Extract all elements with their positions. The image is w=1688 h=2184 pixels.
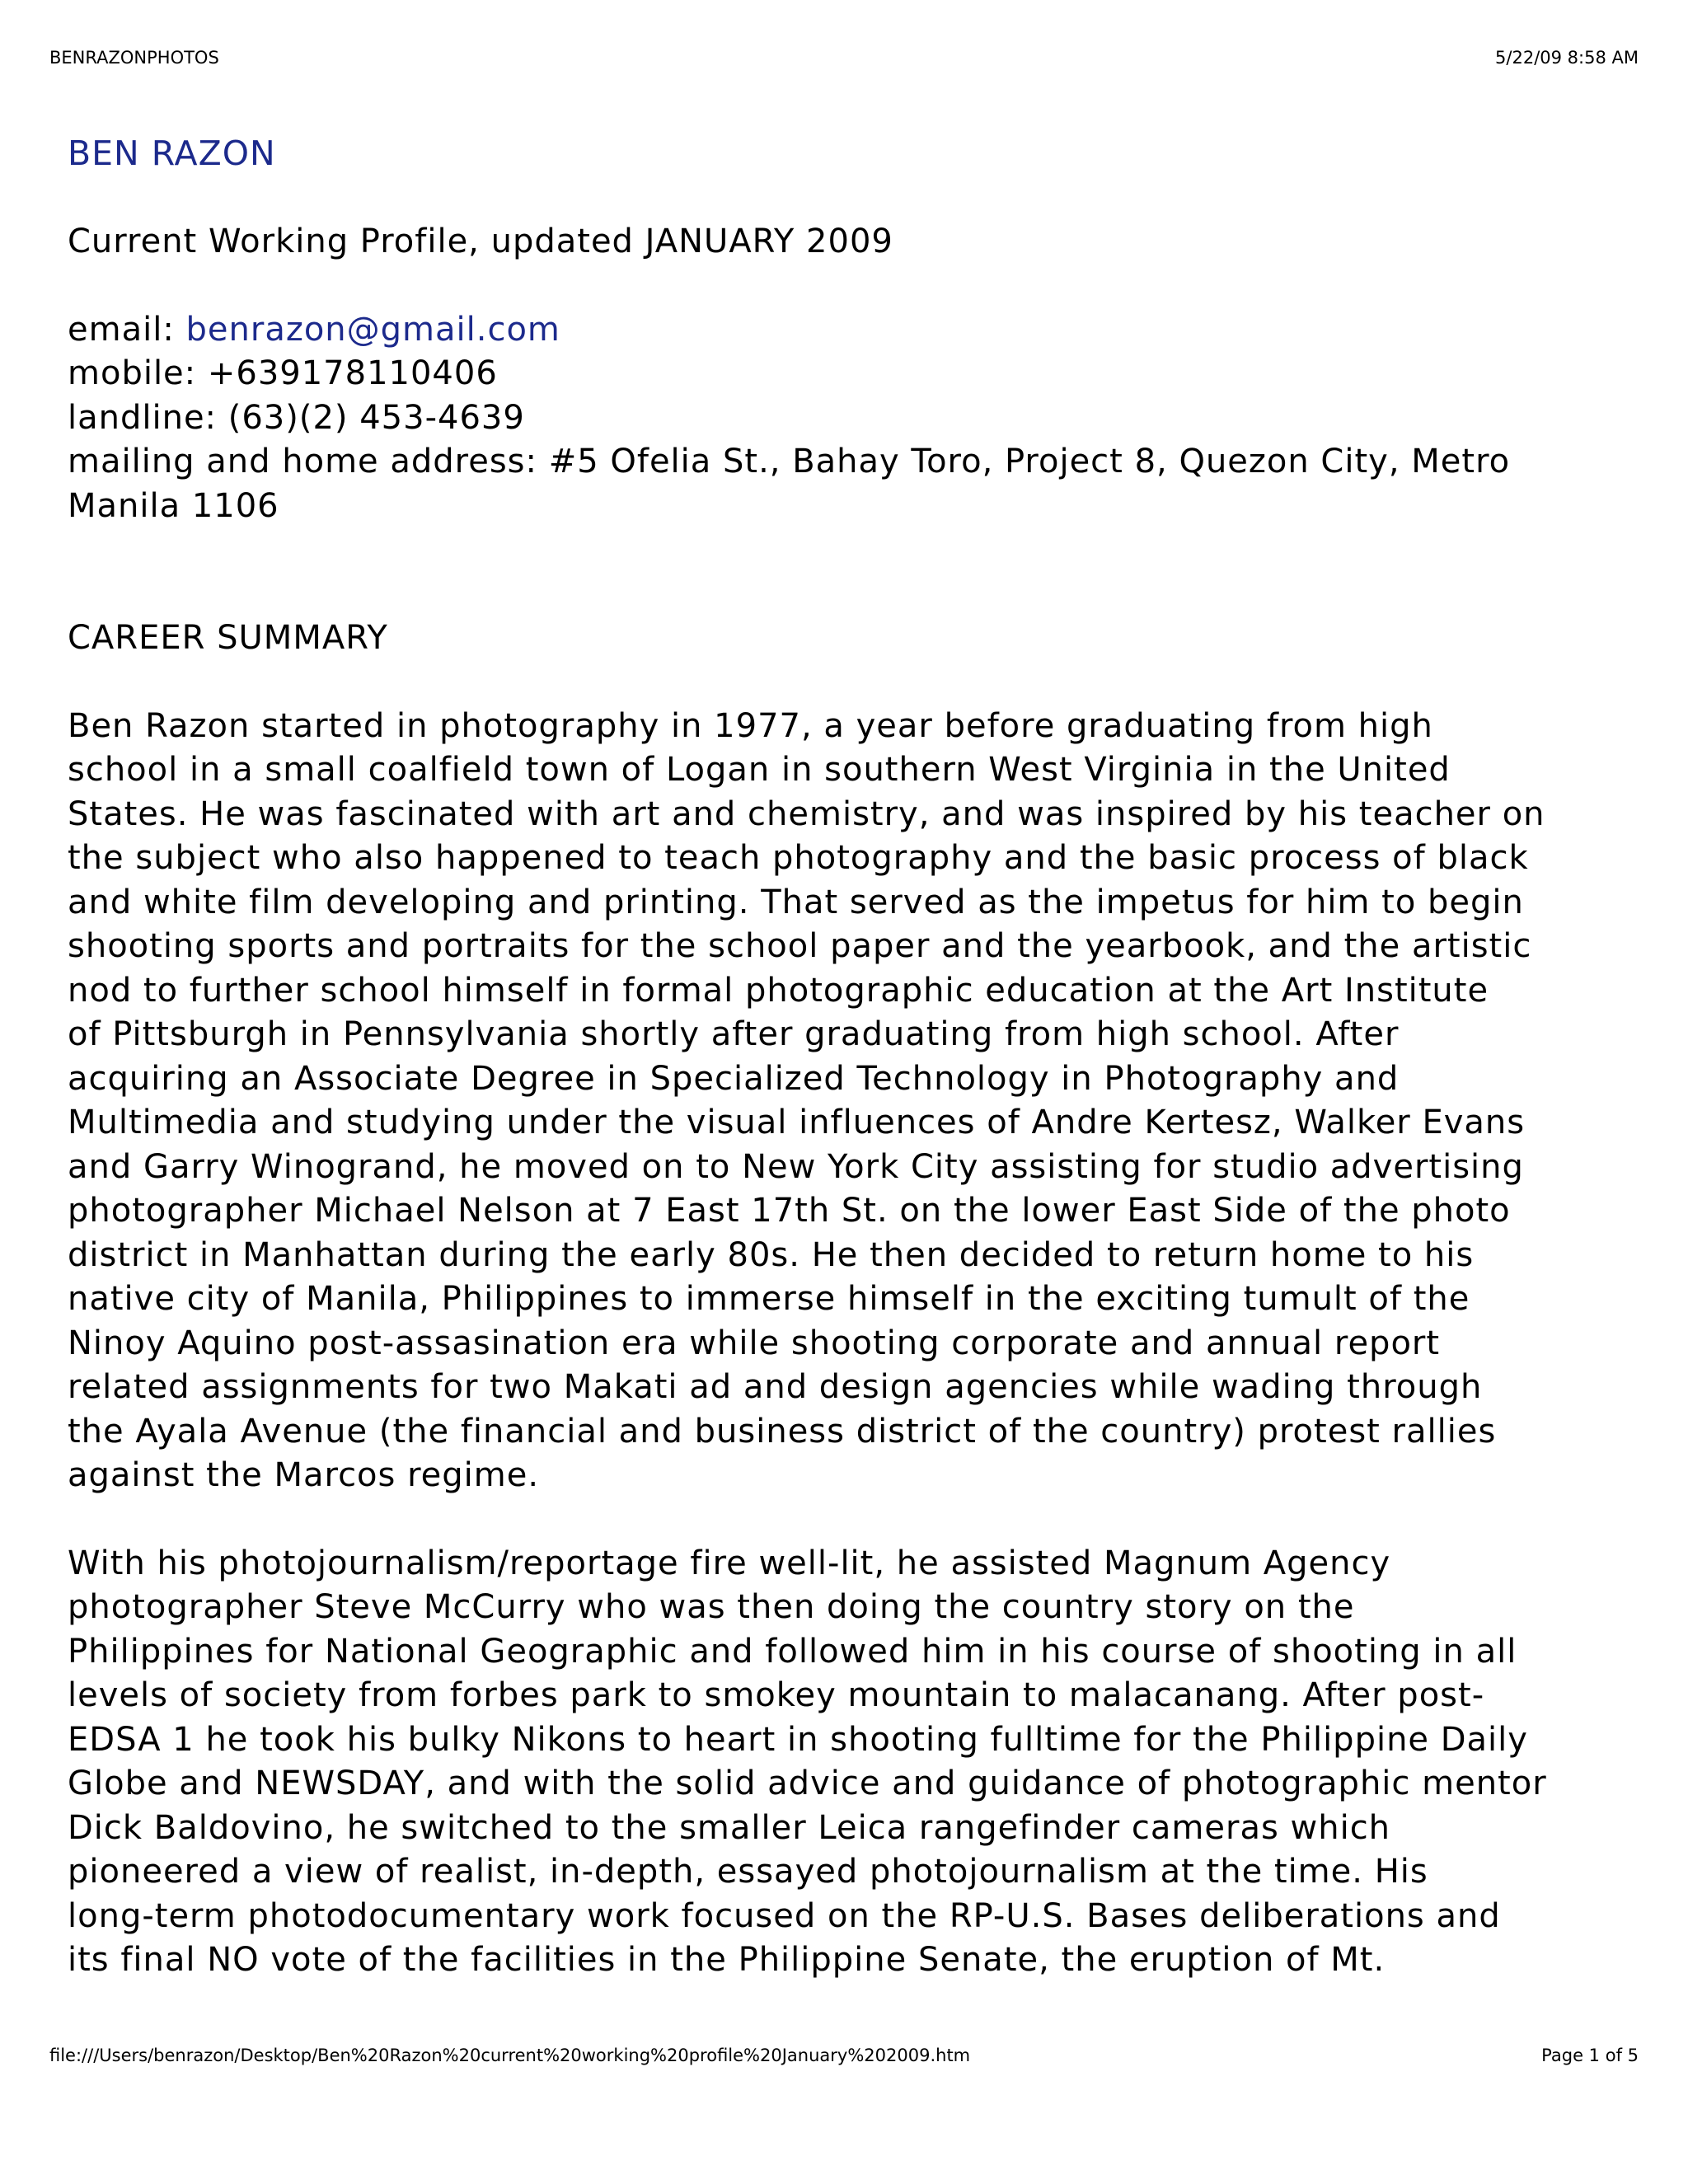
career-paragraph-2 [68, 1542, 1625, 1983]
paragraph-2-line: levels of society from forbes park to smokey mountain to malacanang. After post- [68, 1676, 1485, 1714]
paragraph-2-line: Philippines for National Geographic and followed him in his course of shooting in all [68, 1632, 1517, 1671]
contact-address-line-2: Manila 1106 [68, 486, 279, 525]
paragraph-2-line: EDSA 1 he took his bulky Nikons to heart in shooting fulltime for the Philippine Daily [68, 1720, 1528, 1759]
print-footer-page-number: Page 1 of 5 [1541, 2046, 1639, 2065]
section-heading: CAREER SUMMARY [68, 619, 388, 657]
paragraph-2-line: pioneered a view of realist, in-depth, essayed photojournalism at the time. His [68, 1853, 1428, 1891]
email-link[interactable]: benrazon@gmail.com [185, 310, 560, 349]
print-header-datetime: 5/22/09 8:58 AM [1495, 48, 1639, 68]
email-label: email: [68, 310, 186, 349]
paragraph-1-line: school in a small coalfield town of Logan in southern West Virginia in the United [68, 751, 1451, 789]
paragraph-1-line: against the Marcos regime. [68, 1456, 540, 1494]
paragraph-1-line: of Pittsburgh in Pennsylvania shortly after graduating from high school. After [68, 1015, 1400, 1053]
paragraph-1-line: Multimedia and studying under the visual influences of Andre Kertesz, Walker Evans [68, 1104, 1526, 1141]
document-content [68, 132, 1625, 1983]
paragraph-1-line: the subject who also happened to teach photography and the basic process of black [68, 839, 1529, 877]
paragraph-1-line: Ninoy Aquino post-assasination era while shooting corporate and annual report [68, 1324, 1441, 1362]
print-header [49, 48, 1639, 73]
contact-address-line-1: mailing and home address: #5 Ofelia St., Bahay Toro, Project 8, Quezon City, Metro [68, 443, 1511, 480]
paragraph-1-line: nod to further school himself in formal photographic education at the Art Institute [68, 971, 1489, 1010]
print-header-title: BENRAZONPHOTOS [49, 48, 219, 68]
paragraph-1-line: States. He was fascinated with art and chemistry, and was inspired by his teacher on [68, 794, 1545, 833]
paragraph-1-line: acquiring an Associate Degree in Specialized Technology in Photography and [68, 1059, 1400, 1098]
document-name: BEN RAZON [68, 134, 276, 173]
paragraph-2-line: With his photojournalism/reportage fire well-lit, he assisted Magnum Agency [68, 1544, 1391, 1582]
paragraph-1-line: the Ayala Avenue (the financial and business district of the country) protest rallies [68, 1412, 1497, 1451]
contact-mobile: mobile: +639178110406 [68, 354, 498, 392]
paragraph-2-line: photographer Steve McCurry who was then doing the country story on the [68, 1588, 1355, 1626]
paragraph-1-line: native city of Manila, Philippines to immerse himself in the exciting tumult of the [68, 1280, 1470, 1318]
paragraph-1-line: photographer Michael Nelson at 7 East 17th St. on the lower East Side of the photo [68, 1192, 1511, 1230]
print-footer [49, 2046, 1639, 2070]
document-subtitle: Current Working Profile, updated JANUARY 2009 [68, 223, 893, 260]
paragraph-2-line: Globe and NEWSDAY, and with the solid advice and guidance of photographic mentor [68, 1765, 1547, 1802]
print-footer-url: file:///Users/benrazon/Desktop/Ben%20Razon%20current%20working%20profile%20January%202009.htm [49, 2046, 971, 2065]
paragraph-1-line: Ben Razon started in photography in 1977, a year before graduating from high [68, 706, 1433, 745]
paragraph-1-line: shooting sports and portraits for the school paper and the yearbook, and the artistic [68, 927, 1532, 965]
paragraph-2-line: Dick Baldovino, he switched to the smaller Leica rangefinder cameras which [68, 1808, 1391, 1847]
contact-landline: landline: (63)(2) 453-4639 [68, 398, 525, 437]
paragraph-1-line: and white film developing and printing. That served as the impetus for him to begin [68, 883, 1524, 921]
paragraph-2-line: long-term photodocumentary work focused on the RP-U.S. Bases deliberations and [68, 1896, 1501, 1935]
paragraph-1-line: related assignments for two Makati ad and design agencies while wading through [68, 1368, 1483, 1406]
contact-email-line [68, 308, 1625, 353]
paragraph-1-line: district in Manhattan during the early 80s. He then decided to return home to his [68, 1235, 1475, 1274]
career-paragraph-1 [68, 705, 1625, 1498]
paragraph-2-line: its final NO vote of the facilities in the Philippine Senate, the eruption of Mt. [68, 1941, 1386, 1979]
paragraph-1-line: and Garry Winogrand, he moved on to New York City assisting for studio advertising [68, 1147, 1524, 1186]
